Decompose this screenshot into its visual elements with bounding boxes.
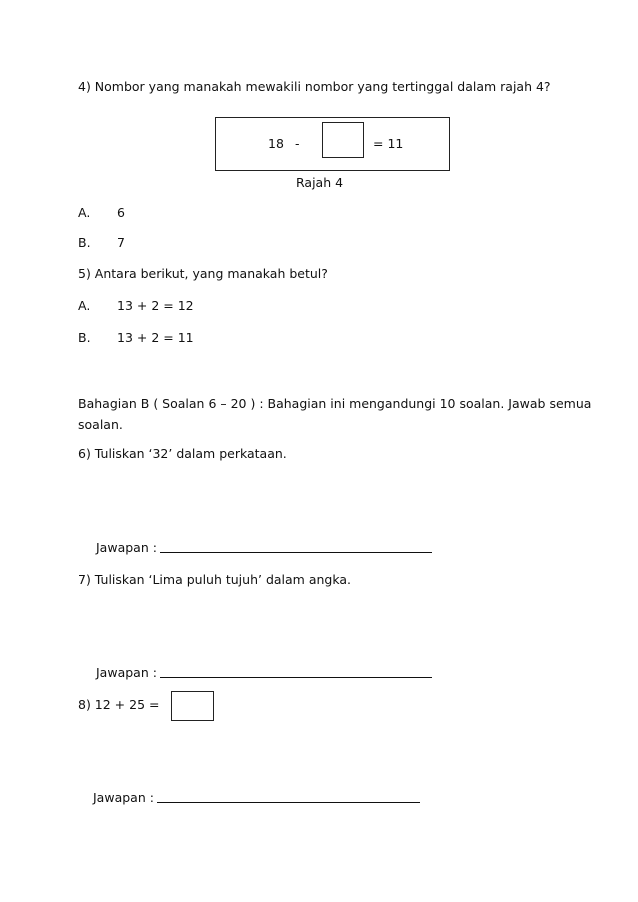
q6-answer-line[interactable] <box>160 552 432 553</box>
section-b-heading-line2: soalan. <box>78 417 123 432</box>
q4-option-a-value: 6 <box>117 205 125 220</box>
q7-answer-label: Jawapan : <box>96 665 157 680</box>
q4-equation-right: = 11 <box>373 136 404 151</box>
q6-answer-label: Jawapan : <box>96 540 157 555</box>
q8-expression: 8) 12 + 25 = <box>78 697 160 712</box>
q4-option-a-letter: A. <box>78 205 91 220</box>
q4-equation-left: 18 <box>268 136 284 151</box>
q8-answer-line[interactable] <box>157 802 420 803</box>
q4-blank-box[interactable] <box>322 122 364 158</box>
section-b-heading-line1: Bahagian B ( Soalan 6 – 20 ) : Bahagian ini mengandungi 10 soalan. Jawab semua <box>78 396 592 411</box>
q5-option-b-letter: B. <box>78 330 91 345</box>
rajah-4-caption: Rajah 4 <box>296 175 344 190</box>
q8-answer-box[interactable] <box>171 691 214 721</box>
q5-question: 5) Antara berikut, yang manakah betul? <box>78 266 328 281</box>
q4-equation-minus: - <box>295 136 300 151</box>
q7-answer-line[interactable] <box>160 677 432 678</box>
q6-question: 6) Tuliskan ‘32’ dalam perkataan. <box>78 446 287 461</box>
q7-question: 7) Tuliskan ‘Lima puluh tujuh’ dalam angka. <box>78 572 351 587</box>
q8-answer-label: Jawapan : <box>93 790 154 805</box>
q4-option-b-value: 7 <box>117 235 125 250</box>
q5-option-a-letter: A. <box>78 298 91 313</box>
q5-option-b-value: 13 + 2 = 11 <box>117 330 194 345</box>
q5-option-a-value: 13 + 2 = 12 <box>117 298 194 313</box>
q4-option-b-letter: B. <box>78 235 91 250</box>
q4-question: 4) Nombor yang manakah mewakili nombor yang tertinggal dalam rajah 4? <box>78 79 551 94</box>
